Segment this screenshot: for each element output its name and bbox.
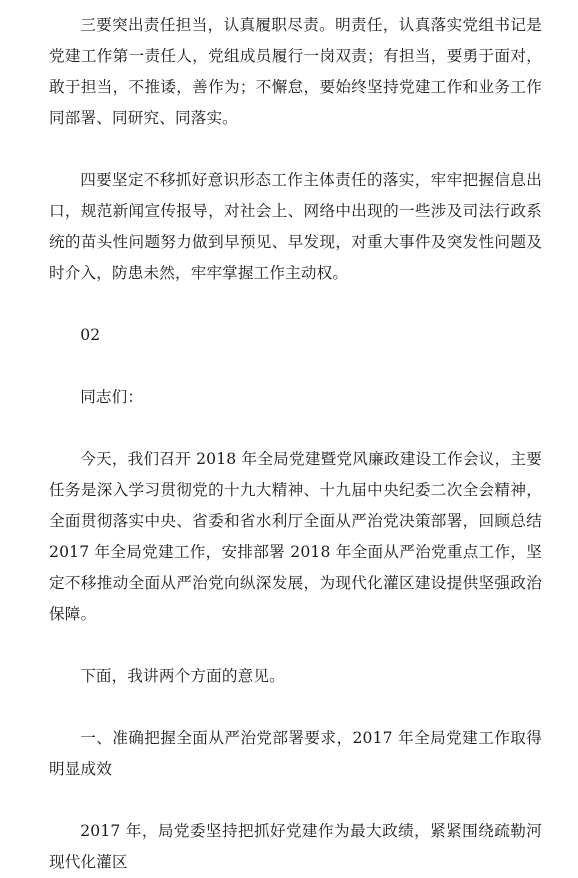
paragraph-2017-review: 2017 年，局党委坚持把抓好党建作为最大政绩，紧紧围绕疏勒河现代化灌区 [49,822,542,871]
paragraph-ideology: 四要坚定不移抓好意识形态工作主体责任的落实，牢牢把握信息出口，规范新闻宣传报导，对社会上、网络中出现的一些涉及司法行政系统的苗头性问题努力做到早预见、早发现，对重大事件及突发性问题及时介入，防患未然，牢牢掌握工作主动权。 [49,171,542,282]
paragraph-spacer [49,692,542,723]
paragraph-spacer [49,785,542,816]
section-heading-one: 一、准确把握全面从严治党部署要求，2017 年全局党建工作取得明显成效 [49,729,542,778]
paragraph-spacer [49,351,542,382]
paragraph-spacer [49,289,542,320]
paragraph-duty: 三要突出责任担当，认真履职尽责。明责任，认真落实党组书记是党建工作第一责任人，党组成员履行一岗双责；有担当，要勇于面对，敢于担当，不推诿，善作为；不懈怠，要始终坚持党建工作和业务工作同部署、同研究、同落实。 [49,16,542,127]
paragraph-spacer [49,413,542,444]
paragraph-spacer [49,134,542,165]
salutation: 同志们： [80,388,144,406]
paragraph-two-aspects: 下面，我讲两个方面的意见。 [80,667,285,685]
paragraph-meeting-intro: 今天，我们召开 2018 年全局党建暨党风廉政建设工作会议，主要任务是深入学习贯彻党的十九大精神、十九届中央纪委二次全会精神，全面贯彻落实中央、省委和省水利厅全面从严治党决策部署，回顾总结 2017 年全局党建工作，安排部署 2018 年全面从严治党重点工作，坚定不移推动全面从严治党向纵深发展，为现代化灌区建设提供坚强政治保障。 [49,450,542,623]
section-number: 02 [80,326,101,344]
paragraph-spacer [49,630,542,661]
